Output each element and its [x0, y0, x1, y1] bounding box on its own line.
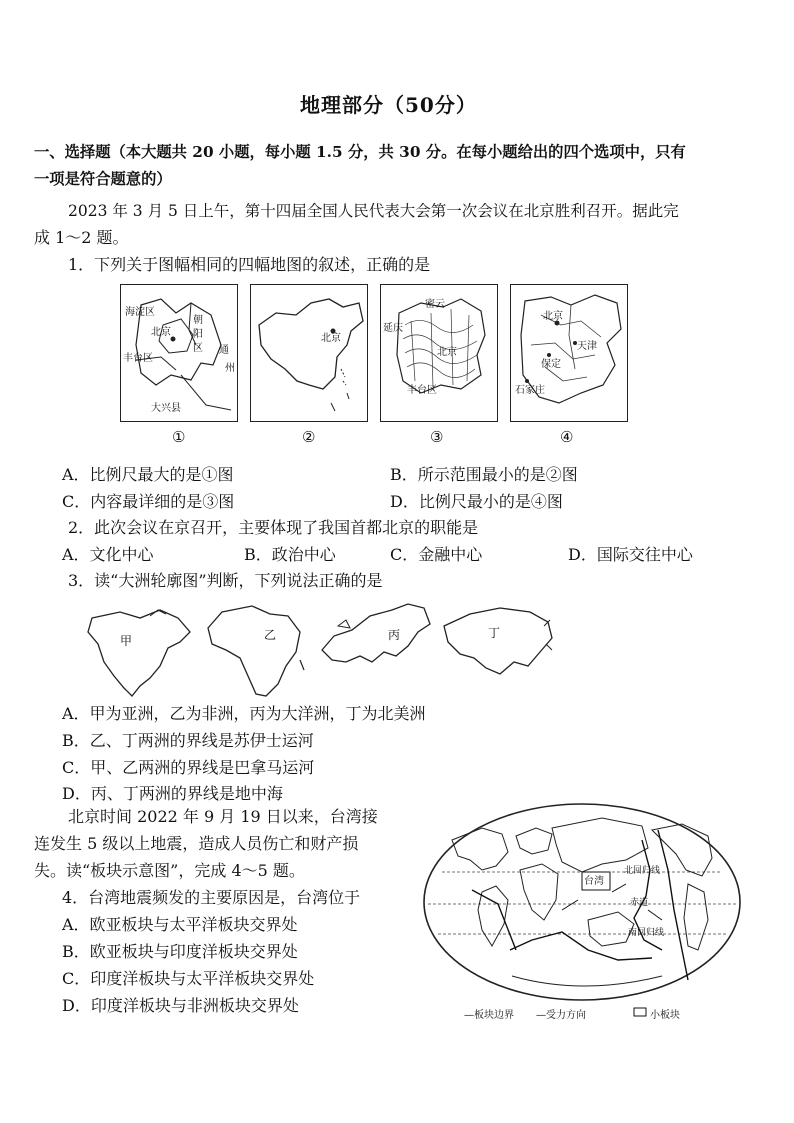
intro-2-line1: 北京时间 2022 年 9 月 19 日以来，台湾接: [68, 807, 378, 826]
intro-1-line1: 2023 年 3 月 5 日上午，第十四届全国人民代表大会第一次会议在北京胜利召开。据此完: [68, 202, 679, 220]
intro-1-line2: 成 1～2 题。: [34, 228, 129, 247]
intro-2-line3: 失。读“板块示意图”，完成 4～5 题。: [34, 861, 305, 880]
map-4-drawing: [511, 285, 629, 423]
q3-option-a[interactable]: A．甲为亚洲，乙为非洲，丙为大洋洲，丁为北美洲: [62, 704, 426, 723]
q1-option-c[interactable]: C．内容最详细的是③图: [62, 492, 235, 511]
section-heading-line1: 一、选择题（本大题共 20 小题，每小题 1.5 分，共 30 分。在每小题给出的四个选项中，只有: [34, 143, 686, 161]
q4-option-c[interactable]: C．印度洋板块与太平洋板块交界处: [62, 969, 315, 988]
q4-option-a[interactable]: A．欧亚板块与太平洋板块交界处: [62, 915, 298, 934]
q2-option-b[interactable]: B．政治中心: [244, 545, 336, 564]
map-4-label: 石家庄: [515, 385, 545, 396]
plate-legend-boundary: —板块边界: [464, 1010, 514, 1021]
map-2-china: [250, 284, 368, 422]
q3-option-d[interactable]: D．丙、丁两洲的界线是地中海: [62, 784, 283, 803]
q2-option-a[interactable]: A．文化中心: [62, 545, 154, 564]
map-4-caption: ④: [560, 428, 574, 446]
map-1-caption: ①: [172, 428, 186, 446]
q4-stem: 4．台湾地震频发的主要原因是，台湾位于: [62, 888, 361, 907]
continent-label-bing: 丙: [388, 628, 401, 642]
map-4-label: 保定: [541, 359, 561, 370]
map-3-label: 密云: [425, 299, 445, 310]
q1-option-d[interactable]: D．比例尺最小的是④图: [390, 492, 563, 511]
map-2-label: 北京: [321, 333, 341, 344]
q3-stem: 3．读“大洲轮廓图”判断，下列说法正确的是: [68, 571, 383, 590]
plate-label-taiwan: 台湾: [584, 876, 604, 887]
continent-outlines: [0, 596, 794, 706]
map-1-district: [120, 284, 238, 422]
q4-option-b[interactable]: B．欧亚板块与印度洋板块交界处: [62, 942, 298, 961]
map-2-caption: ②: [302, 428, 316, 446]
plate-label-tropic-capricorn: 南回归线: [628, 928, 665, 938]
q3-option-c[interactable]: C．甲、乙两洲的界线是巴拿马运河: [62, 758, 315, 777]
plate-legend-force: —受力方向: [536, 1010, 586, 1021]
map-1-label: 阳: [193, 329, 203, 340]
plate-map: [412, 800, 752, 1020]
map-1-label: 丰台区: [123, 353, 153, 364]
map-1-label: 北京: [151, 327, 171, 338]
map-1-label: 朝: [193, 315, 203, 326]
plate-label-equator: 赤道: [630, 898, 649, 908]
map-3-label: 丰台区: [407, 385, 437, 396]
q3-option-b[interactable]: B．乙、丁两洲的界线是苏伊士运河: [62, 731, 314, 750]
map-1-label: 区: [193, 343, 203, 354]
q1-stem: 1．下列关于图幅相同的四幅地图的叙述，正确的是: [68, 255, 431, 274]
q4-option-d[interactable]: D．印度洋板块与非洲板块交界处: [62, 996, 299, 1015]
section-heading-line2: 一项是符合题意的）: [34, 170, 172, 188]
map-1-label: 海淀区: [125, 307, 155, 318]
q2-stem: 2．此次会议在京召开，主要体现了我国首都北京的职能是: [68, 518, 479, 537]
continent-label-jia: 甲: [120, 634, 133, 648]
map-1-label: 大兴县: [151, 403, 181, 414]
map-3-beijing-detail: [380, 284, 498, 422]
continent-label-ding: 丁: [488, 626, 501, 640]
map-3-label: 延庆: [383, 323, 403, 334]
map-1-label: 州: [225, 363, 235, 374]
continent-label-yi: 乙: [264, 628, 277, 642]
map-4-region: [510, 284, 628, 422]
map-3-label: 北京: [437, 347, 457, 358]
plate-legend-microplate: 小板块: [650, 1010, 680, 1021]
q2-option-d[interactable]: D．国际交往中心: [568, 545, 693, 564]
intro-2-line2: 连发生 5 级以上地震，造成人员伤亡和财产损: [34, 834, 359, 853]
map-4-label: 北京: [543, 311, 563, 322]
map-1-label: 通: [219, 345, 229, 356]
q1-option-b[interactable]: B．所示范围最小的是②图: [390, 465, 578, 484]
map-2-drawing: [251, 285, 369, 423]
map-3-caption: ③: [430, 428, 444, 446]
q1-option-a[interactable]: A．比例尺最大的是①图: [62, 465, 234, 484]
page-title: 地理部分（50分）: [300, 93, 477, 117]
map-4-label: 天津: [577, 341, 597, 352]
q2-option-c[interactable]: C．金融中心: [390, 545, 483, 564]
plate-label-tropic-cancer: 北回归线: [624, 866, 661, 876]
